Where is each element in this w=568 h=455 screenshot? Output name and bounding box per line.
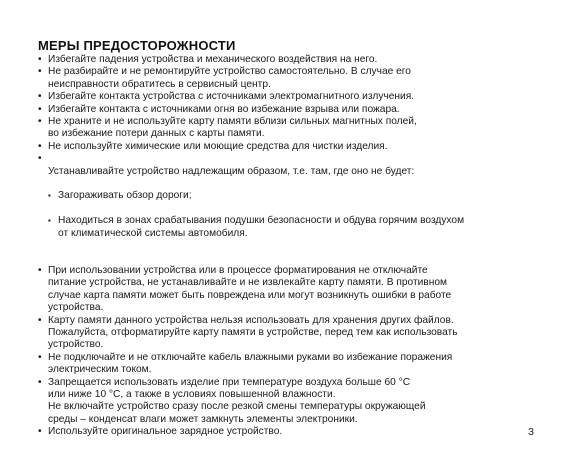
list-item: • Не используйте химические или моющие средства для чистки изделия.: [38, 141, 538, 153]
list-item: • Запрещается использовать изделие при температуре воздуха больше 60 °С или ниже 10 °С, а также в условиях повышенной влажности. Не включайте устройство сразу после резкой смены температуры окружающей среды – конденсат влаги может замкнуть элементы электроники.: [38, 377, 538, 427]
page-number: 3: [528, 426, 534, 438]
safety-page: [38, 38, 538, 439]
list-item: • Избегайте контакта устройства с источниками электромагнитного излучения.: [38, 91, 538, 103]
list-item-with-sublist: [38, 153, 538, 265]
list-item: • Не разбирайте и не ремонтируйте устройство самостоятельно. В случае его неисправности обратитесь в сервисный центр.: [38, 66, 538, 91]
list-item: • Используйте оригинальное зарядное устройство.: [38, 426, 538, 438]
list-item: • Избегайте контакта с источниками огня во избежание взрыва или пожара.: [38, 104, 538, 116]
precautions-list: [38, 54, 538, 439]
sub-list: [48, 178, 538, 252]
sub-list-item: ▪ Загораживать обзор дороги;: [48, 190, 538, 202]
list-item: • Избегайте падения устройства и механического воздействия на него.: [38, 54, 538, 66]
list-item: • Карту памяти данного устройства нельзя использовать для хранения других файлов. Пожалуйста, отформатируйте карту памяти в устройстве, перед тем как использовать устройство.: [38, 315, 538, 352]
list-item-text: Устанавливайте устройство надлежащим образом, т.е. там, где оно не будет:: [48, 165, 415, 177]
list-item: • Не храните и не используйте карту памяти вблизи сильных магнитных полей, во избежание потери данных с карты памяти.: [38, 116, 538, 141]
list-item: • Не подключайте и не отключайте кабель влажными руками во избежание поражения электрическим током.: [38, 352, 538, 377]
page-title: МЕРЫ ПРЕДОСТОРОЖНОСТИ: [38, 38, 236, 53]
list-item: • При использовании устройства или в процессе форматирования не отключайте питание устройства, не устанавливайте и не извлекайте карту памяти. В противном случае карта памяти может быть повреждена или могут возникнуть ошибки в работе устройства.: [38, 265, 538, 315]
sub-list-item: ▪ Находиться в зонах срабатывания подушки безопасности и обдува горячим воздухом от климатической системы автомобиля.: [48, 215, 538, 240]
